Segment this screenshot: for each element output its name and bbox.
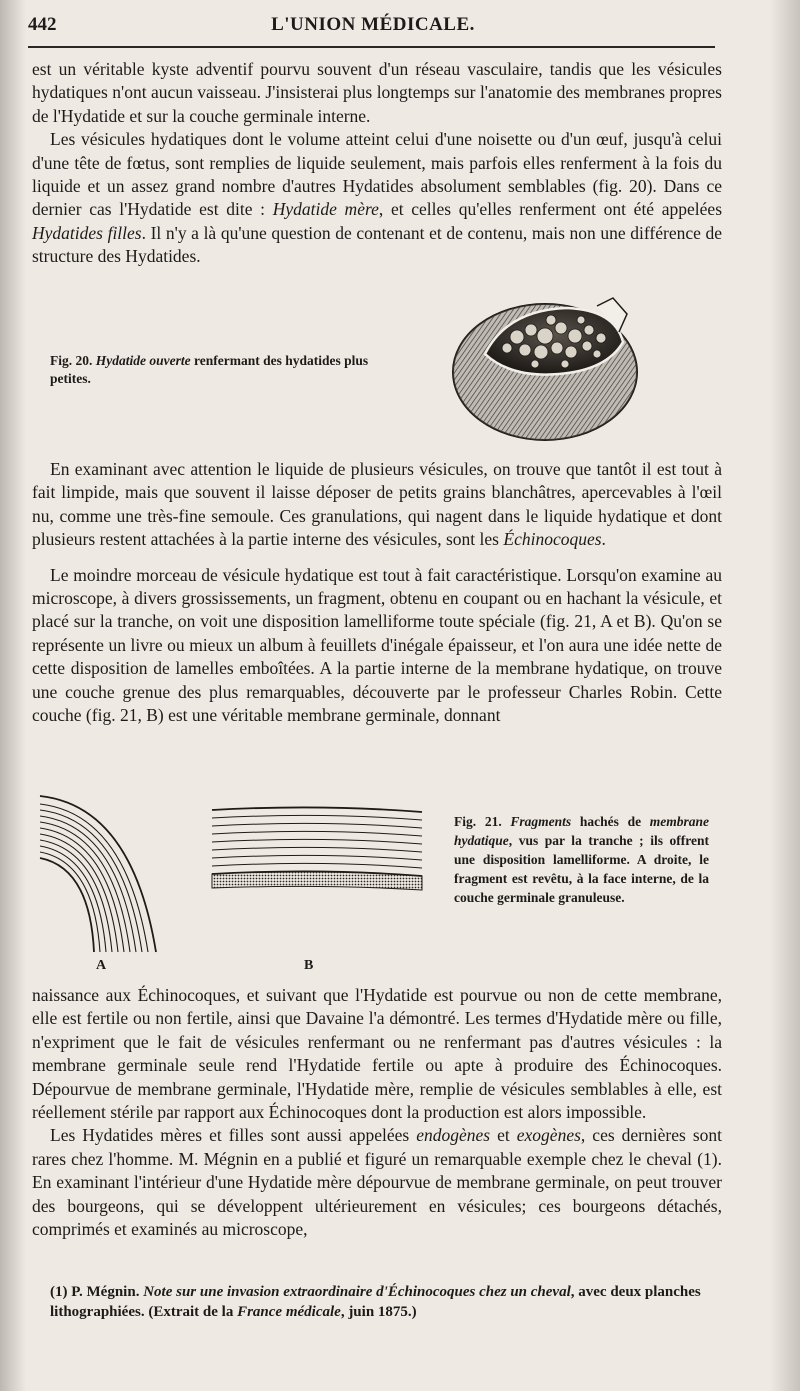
paragraph-4 bbox=[32, 564, 722, 728]
figure-21 bbox=[32, 782, 722, 978]
footnote-journal: France médicale bbox=[237, 1304, 341, 1320]
term-exogenes: exogènes bbox=[516, 1125, 581, 1146]
paragraph-3-text-b: . bbox=[601, 529, 606, 550]
figure-21-caption-em2: membrane hydatique bbox=[454, 814, 710, 848]
figure-21-caption-em: Fragments bbox=[510, 814, 572, 829]
paragraph-2 bbox=[32, 128, 722, 268]
footnote-text-c: , juin 1875.) bbox=[340, 1304, 417, 1320]
figure-20-caption-em: Hydatide ouverte bbox=[95, 353, 191, 368]
footnote-text-b: , avec deux planches lithographiées. (Extrait de la bbox=[50, 1284, 701, 1320]
figure-21-number: Fig. 21. bbox=[454, 814, 502, 829]
header-rule bbox=[28, 46, 715, 48]
footnote bbox=[32, 1282, 722, 1322]
figure-20-caption bbox=[50, 352, 380, 388]
figure-21-label-b: B bbox=[304, 958, 314, 973]
hydatid-engraving-illustration bbox=[447, 292, 647, 442]
paragraph-2-text-c: . Il n'y a là qu'une question de contenant et de contenu, mais non une différence de structure des Hydatides. bbox=[32, 222, 723, 267]
paragraph-3-text-a: En examinant avec attention le liquide de plusieurs vésicules, on trouve que tantôt il est tout à fait limpide, mais que souvent il laisse déposer de petits grains blanchâtres, apercevables à l'œil nu, comme une très-fine semoule. Ces granulations, qui nagent dans le liquide hydatique et dont plusieurs restent attachées à la partie interne des vésicules, sont les bbox=[32, 459, 722, 550]
fragment-b-germinal-layer-illustration bbox=[210, 802, 425, 912]
figure-21-caption-text: , vus par la tranche ; ils offrent une disposition lamelliforme. A droite, le fragment est revêtu, à la face interne, de la couche germinale granuleuse. bbox=[454, 833, 709, 905]
page-edge-shadow bbox=[0, 0, 26, 1391]
lower-text bbox=[32, 984, 722, 1241]
paragraph-3 bbox=[32, 458, 722, 552]
paragraph-6-text-c: , ces dernières sont rares chez l'homme. M. Mégnin en a publié et figuré un remarquable exemple chez le cheval (1). En examinant l'intérieur d'une Hydatide mère dépourvue de membrane germinale, on peut trouver des bourgeons, qui se développent ultérieurement en vésicules; ces bourgeons détachés, comprimés et examinés au microscope, bbox=[32, 1125, 722, 1240]
footnote-title: Note sur une invasion extraordinaire d'Échinocoques chez un cheval bbox=[143, 1284, 571, 1300]
figure-21-caption-text-a: hachés de bbox=[571, 814, 650, 829]
footnote-text bbox=[32, 1282, 722, 1322]
figure-21-label-a: A bbox=[96, 958, 107, 973]
paragraph-5 bbox=[32, 984, 722, 1124]
page-number: 442 bbox=[28, 14, 57, 35]
term-hydatide-mere: Hydatide mère bbox=[272, 199, 379, 220]
term-endogenes: endogènes bbox=[416, 1125, 491, 1146]
figure-21-caption bbox=[454, 812, 709, 907]
paragraph-1 bbox=[32, 58, 722, 128]
term-hydatides-filles: Hydatides filles bbox=[32, 222, 142, 243]
page-header bbox=[28, 12, 718, 42]
middle-text bbox=[32, 458, 722, 727]
paragraph-5-text: naissance aux Échinocoques, et suivant que l'Hydatide est pourvue ou non de cette membrane, elle est fertile ou non fertile, ainsi que Davaine l'a démontré. Les termes d'Hydatide mère ou fille, n'expriment que le fait de vésicules renfermant ou ne renfermant pas d'autres vésicules : la membrane germinale seule rend l'Hydatide fertile ou apte à produire des Échinocoques. Dépourvue de membrane germinale, l'Hydatide mère, remplie de vésicules semblables à elle, est réellement stérile par rapport aux Échinocoques dont la production est alors impossible. bbox=[32, 985, 722, 1123]
paragraph-2-text-a: Les vésicules hydatiques dont le volume atteint celui d'une noisette ou d'un œuf, jusqu'à celui d'une tête de fœtus, sont remplies de liquide seulement, mais parfois elles renferment à la fois du liquide et un assez grand nombre d'autres Hydatides absolument semblables (fig. 20). Dans ce dernier cas l'Hydatide est dite : bbox=[32, 129, 722, 220]
page-edge-shadow-right bbox=[770, 0, 800, 1391]
paragraph-6-text-a: Les Hydatides mères et filles sont aussi appelées bbox=[50, 1125, 417, 1146]
fragment-a-lamellae-illustration bbox=[36, 786, 186, 956]
figure-20-number: Fig. 20. bbox=[50, 353, 93, 368]
paragraph-6 bbox=[32, 1124, 722, 1241]
intro-text bbox=[32, 58, 722, 269]
running-title: L'UNION MÉDICALE. bbox=[271, 14, 475, 35]
term-echinocoques: Échinocoques bbox=[503, 529, 602, 550]
figure-20 bbox=[32, 292, 722, 452]
paragraph-4-text: Le moindre morceau de vésicule hydatique est tout à fait caractéristique. Lorsqu'on examine au microscope, à divers grossissements, un fragment, obtenu en coupant ou en hachant la vésicule, et placé sur la tranche, on voit une disposition lamelliforme toute spéciale (fig. 21, A et B). Qu'on se représente un livre ou mieux un album à feuillets d'inégale épaisseur, et l'on aura une idée nette de cette disposition de lamelles emboîtées. A la partie interne de la membrane hydatique, on trouve une couche grenue des plus remarquables, découverte par le professeur Charles Robin. Cette couche (fig. 21, B) est une véritable membrane germinale, donnant bbox=[32, 564, 722, 726]
footnote-text-a: (1) P. Mégnin. bbox=[50, 1284, 144, 1300]
paragraph-6-text-b: et bbox=[490, 1125, 517, 1146]
figure-20-caption-text: renfermant des hydatides plus petites. bbox=[50, 353, 369, 386]
paragraph-1-text: est un véritable kyste adventif pourvu souvent d'un réseau vasculaire, tandis que les vésicules hydatiques n'ont aucun vaisseau. J'insisterai plus longtemps sur l'anatomie des membranes propres de l'Hydatide et sur la couche germinale interne. bbox=[32, 59, 722, 126]
paragraph-2-text-b: , et celles qu'elles renferment ont été appelées bbox=[378, 199, 723, 220]
